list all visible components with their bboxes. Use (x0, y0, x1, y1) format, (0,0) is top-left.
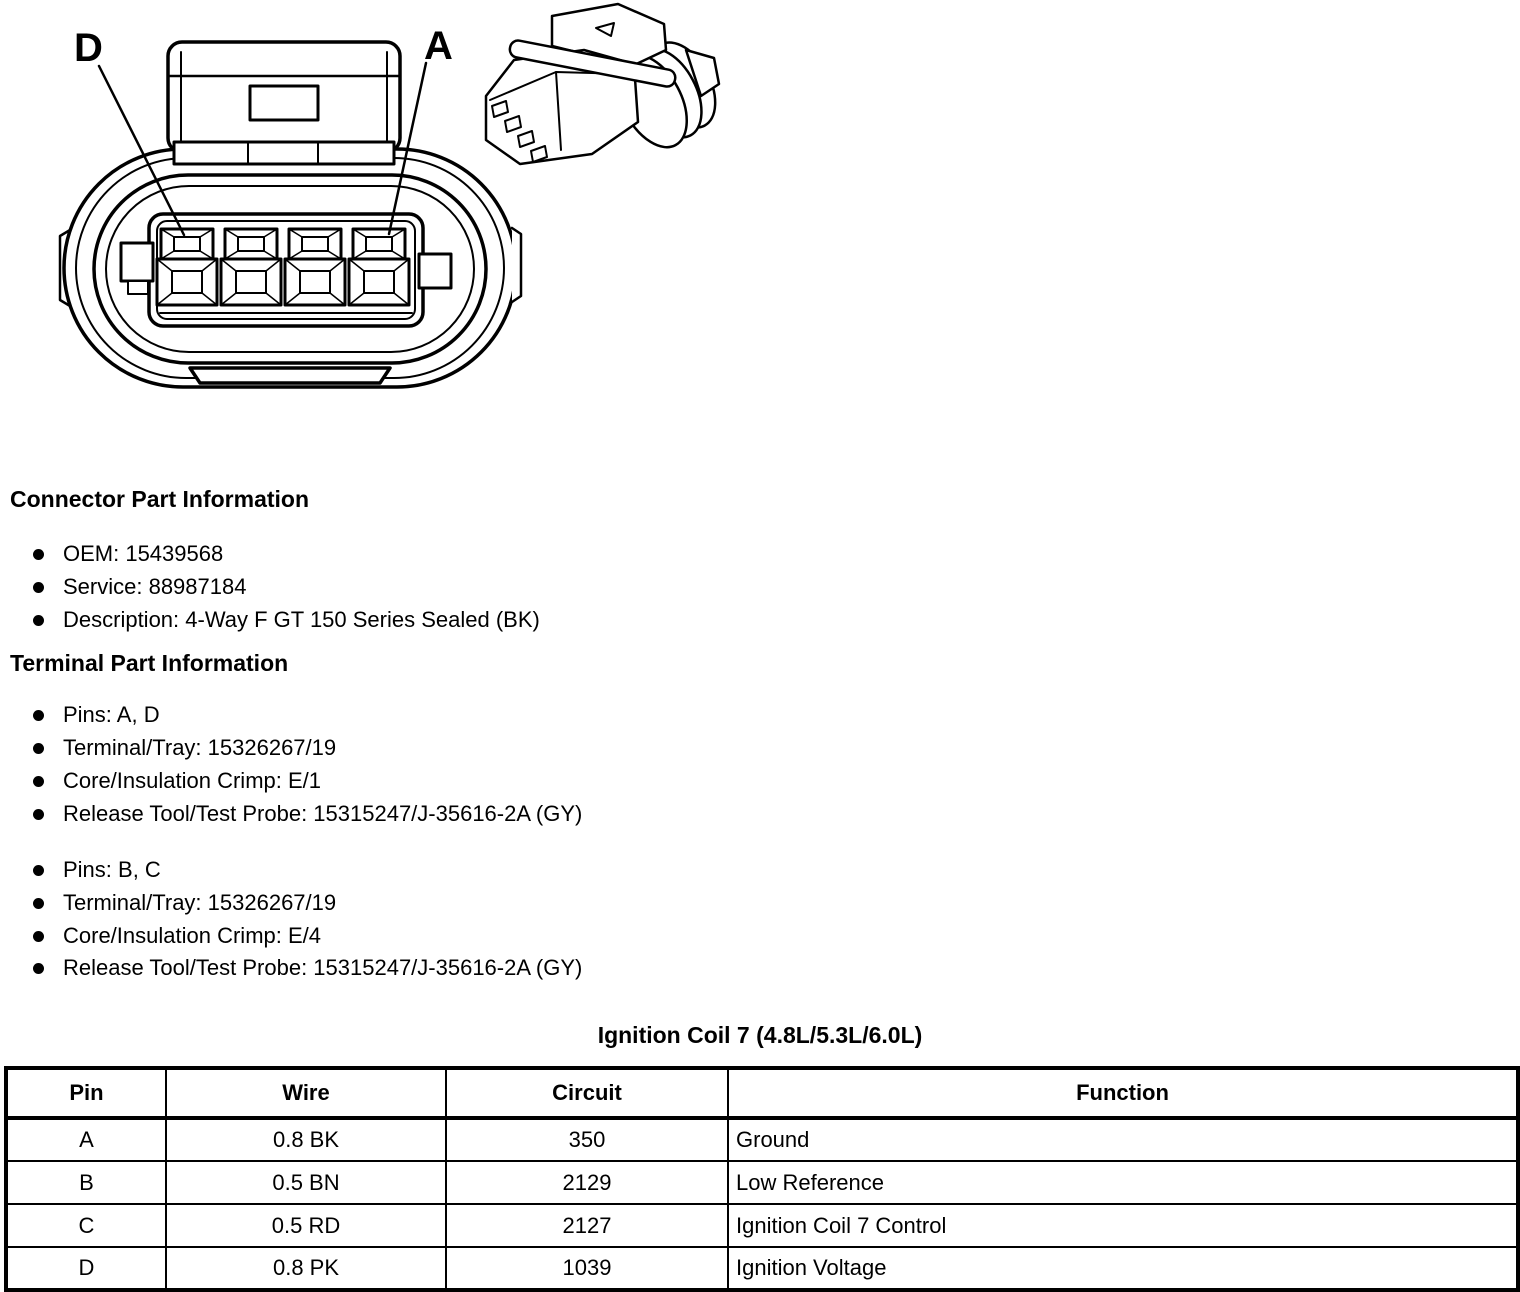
cell-pin: C (6, 1204, 166, 1247)
right-notch (512, 228, 521, 302)
table-header-row (6, 1068, 1518, 1118)
list-item (33, 703, 160, 727)
bullet-icon (33, 776, 44, 787)
bullet-icon (33, 898, 44, 909)
list-item (33, 575, 246, 599)
pin-cavity-c (221, 229, 281, 305)
cell-function: Ignition Voltage (728, 1247, 1518, 1290)
left-key-tab (121, 243, 153, 281)
bullet-icon (33, 931, 44, 942)
list-item (33, 858, 161, 882)
list-item (33, 891, 336, 915)
list-item (33, 736, 336, 760)
cell-circuit: 350 (446, 1118, 728, 1161)
list-item-text: Core/Insulation Crimp: E/1 (63, 768, 321, 793)
cell-wire: 0.5 BN (166, 1161, 446, 1204)
connector-diagram (0, 0, 760, 460)
bullet-icon (33, 865, 44, 876)
cell-pin: D (6, 1247, 166, 1290)
cell-wire: 0.5 RD (166, 1204, 446, 1247)
connector-part-info-heading: Connector Part Information (10, 486, 310, 512)
cell-pin: B (6, 1161, 166, 1204)
list-item (33, 924, 321, 948)
column-header-function: Function (728, 1068, 1518, 1118)
table-row (6, 1247, 1518, 1290)
bullet-icon (33, 549, 44, 560)
table-row (6, 1161, 1518, 1204)
pin-cavity-b (285, 229, 345, 305)
column-header-wire: Wire (166, 1068, 446, 1118)
pin-cavity-a (349, 229, 409, 305)
column-header-circuit: Circuit (446, 1068, 728, 1118)
list-item-text: Terminal/Tray: 15326267/19 (63, 735, 337, 760)
pinout-table (4, 1066, 1520, 1292)
lock-tab-base (174, 142, 394, 164)
pinout-table-title: Ignition Coil 7 (4.8L/5.3L/6.0L) (597, 1022, 923, 1048)
list-item-text: Service: 88987184 (63, 574, 247, 599)
bullet-icon (33, 963, 44, 974)
pin-label-d: D (74, 26, 103, 70)
list-item-text: Description: 4-Way F GT 150 Series Sealed (BK) (63, 607, 540, 632)
list-item (33, 802, 582, 826)
cell-function: Ignition Coil 7 Control (728, 1204, 1518, 1247)
list-item (33, 956, 582, 980)
column-header-pin: Pin (6, 1068, 166, 1118)
pin-cavity-d (157, 229, 217, 305)
bullet-icon (33, 809, 44, 820)
list-item-text: OEM: 15439568 (63, 541, 224, 566)
table-row (6, 1204, 1518, 1247)
cell-function: Low Reference (728, 1161, 1518, 1204)
lock-tab (168, 42, 400, 164)
list-item-text: Release Tool/Test Probe: 15315247/J-35616-2A (GY) (63, 801, 583, 826)
cell-circuit: 2127 (446, 1204, 728, 1247)
cell-function: Ground (728, 1118, 1518, 1161)
list-item-text: Release Tool/Test Probe: 15315247/J-35616-2A (GY) (63, 955, 583, 980)
bottom-index-tab (190, 368, 390, 383)
list-item-text: Pins: A, D (63, 702, 160, 727)
left-key-step (128, 281, 148, 294)
connector-perspective-view (486, 4, 728, 164)
bullet-icon (33, 615, 44, 626)
bullet-icon (33, 582, 44, 593)
list-item-text: Terminal/Tray: 15326267/19 (63, 890, 337, 915)
cell-wire: 0.8 PK (166, 1247, 446, 1290)
cell-wire: 0.8 BK (166, 1118, 446, 1161)
list-item-text: Core/Insulation Crimp: E/4 (63, 923, 321, 948)
list-item (33, 608, 540, 632)
pin-label-a: A (424, 24, 453, 68)
list-item (33, 769, 321, 793)
cell-circuit: 2129 (446, 1161, 728, 1204)
bullet-icon (33, 710, 44, 721)
terminal-part-info-heading: Terminal Part Information (10, 650, 289, 676)
cell-pin: A (6, 1118, 166, 1161)
table-row (6, 1118, 1518, 1161)
list-item (33, 542, 223, 566)
list-item-text: Pins: B, C (63, 857, 161, 882)
cell-circuit: 1039 (446, 1247, 728, 1290)
bullet-icon (33, 743, 44, 754)
right-key-tab (419, 254, 451, 288)
connector-front-view (60, 24, 521, 387)
